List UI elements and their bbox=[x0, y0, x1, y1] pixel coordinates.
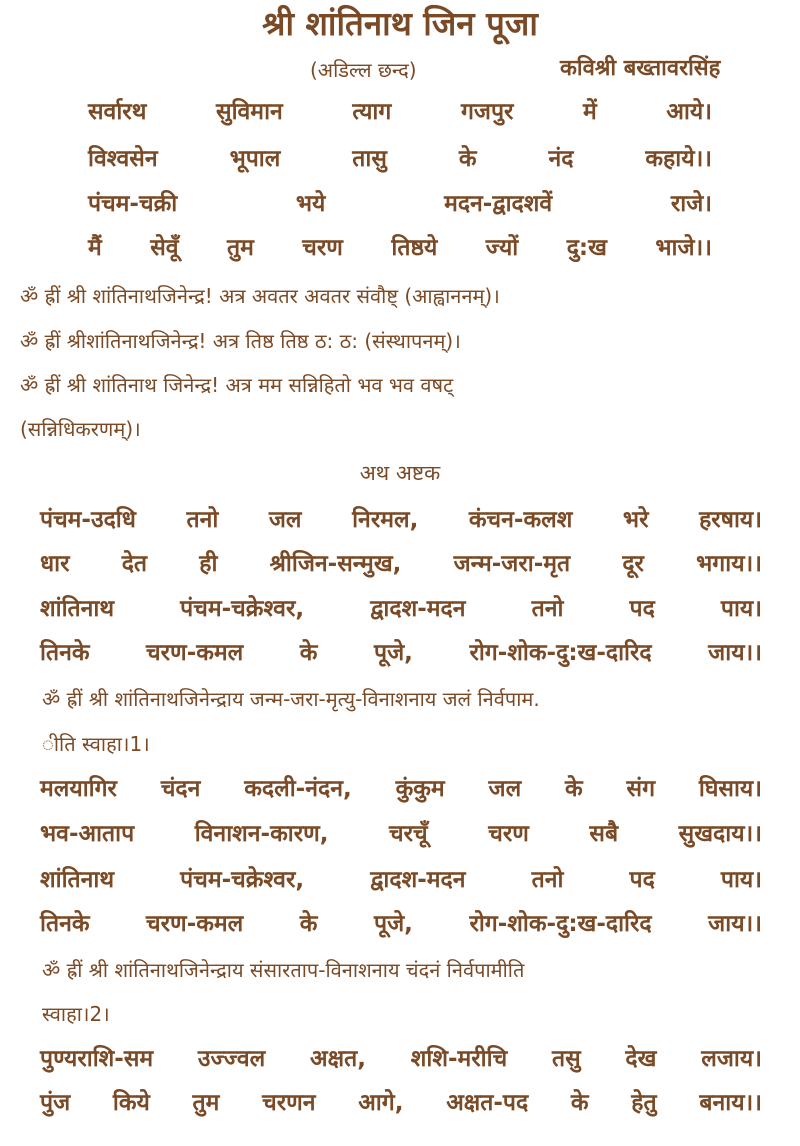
verse-word: पाय। bbox=[720, 596, 762, 622]
stanza2-line-1 bbox=[40, 773, 762, 805]
verse-word: सुविमान bbox=[216, 99, 283, 125]
verse-word: चरण-कमल bbox=[146, 911, 244, 937]
verse-word: दु:ख bbox=[566, 235, 607, 261]
verse-word: श्रीजिन-सन्मुख, bbox=[269, 551, 402, 577]
mantra-sannidhikaran-end: (सन्निधिकरणम्)। bbox=[20, 417, 141, 441]
verse-word: धार bbox=[40, 551, 70, 577]
verse-word: देख bbox=[625, 1046, 657, 1072]
verse-word: चरणन bbox=[262, 1090, 316, 1116]
sthapana-line-2 bbox=[88, 143, 712, 175]
verse-word: में bbox=[583, 99, 597, 125]
verse-word: राजे। bbox=[670, 191, 712, 217]
stanza1-line-1 bbox=[40, 504, 762, 536]
sthapana-line-1 bbox=[88, 96, 712, 128]
verse-word: किये bbox=[112, 1090, 150, 1116]
verse-word: ज्यों bbox=[485, 235, 519, 261]
verse-word: तनो bbox=[186, 507, 219, 533]
stanza3-line-2 bbox=[40, 1087, 762, 1119]
verse-word: तिनके bbox=[40, 911, 90, 937]
verse-word: पुण्यराशि-सम bbox=[40, 1046, 154, 1072]
verse-word: निरमल, bbox=[352, 507, 419, 533]
stanza1-line-4 bbox=[40, 637, 762, 669]
verse-word: उज्ज्वल bbox=[197, 1046, 266, 1072]
verse-word: जन्म-जरा-मृत bbox=[453, 551, 571, 577]
chhand-label: (अडिल्ल छन्द) bbox=[310, 58, 417, 82]
mantra-sthaapan: ॐ ह्रीं श्रीशांतिनाथजिनेन्द्र! अत्र तिष्ठ तिष्ठ ठ: ठ: (संस्थापनम्)। bbox=[20, 329, 461, 353]
verse-word: चरण bbox=[488, 821, 529, 847]
verse-word: तिनके bbox=[40, 640, 90, 666]
verse-word: तुम bbox=[192, 1090, 220, 1116]
verse-word: मलयागिर bbox=[40, 776, 117, 802]
verse-word: तिष्ठये bbox=[391, 235, 438, 261]
verse-word: गजपुर bbox=[460, 99, 514, 125]
verse-word: के bbox=[458, 146, 477, 172]
mantra-sannidhikaran: ॐ ह्रीं श्री शांतिनाथ जिनेन्द्र! अत्र मम सन्निहितो भव भव वषट् bbox=[20, 373, 454, 397]
verse-word: कहाये।। bbox=[645, 146, 712, 172]
mantra-aahvaanan: ॐ ह्रीं श्री शांतिनाथजिनेन्द्र! अत्र अवतर अवतर संवौष्ट् (आह्वाननम्)। bbox=[20, 284, 500, 308]
verse-word: पंचम-चक्रेश्वर, bbox=[180, 867, 305, 893]
verse-word: देत bbox=[121, 551, 148, 577]
verse-word: चरण-कमल bbox=[146, 640, 244, 666]
verse-word: सर्वारथ bbox=[88, 99, 147, 125]
mantra-jal: ॐ ह्रीं श्री शांतिनाथजिनेन्द्राय जन्म-जरा-मृत्यु-विनाशनाय जलं निर्वपाम. bbox=[42, 687, 540, 711]
verse-word: शशि-मरीचि bbox=[410, 1046, 508, 1072]
stanza2-line-4 bbox=[40, 908, 762, 940]
verse-word: घिसाय। bbox=[698, 776, 762, 802]
verse-word: तासु bbox=[352, 146, 387, 172]
verse-word: तनो bbox=[531, 596, 564, 622]
verse-word: सुखदाय।। bbox=[678, 821, 762, 847]
stanza2-line-2 bbox=[40, 818, 762, 850]
verse-word: तनो bbox=[531, 867, 564, 893]
verse-word: त्याग bbox=[352, 99, 392, 125]
verse-word: के bbox=[565, 776, 583, 802]
verse-word: चरचूँ bbox=[389, 821, 428, 847]
verse-word: जल bbox=[268, 507, 302, 533]
verse-word: रोग-शोक-दु:ख-दारिद bbox=[469, 640, 652, 666]
verse-word: आये। bbox=[666, 99, 712, 125]
verse-word: जाय।। bbox=[708, 911, 762, 937]
verse-word: दूर bbox=[622, 551, 644, 577]
verse-word: नंद bbox=[548, 146, 574, 172]
verse-word: पद bbox=[629, 596, 655, 622]
verse-word: भये bbox=[295, 191, 326, 217]
verse-word: पंचम-चक्रेश्वर, bbox=[180, 596, 305, 622]
verse-word: संग bbox=[626, 776, 656, 802]
verse-word: अक्षत, bbox=[310, 1046, 366, 1072]
ashtak-heading: अथ अष्टक bbox=[359, 461, 441, 485]
mantra-chandan-end: स्वाहा।2। bbox=[42, 1002, 110, 1026]
sthapana-line-4 bbox=[88, 232, 712, 264]
verse-word: के bbox=[570, 1090, 589, 1116]
verse-word: जल bbox=[488, 776, 522, 802]
verse-word: पद bbox=[629, 867, 655, 893]
verse-word: बनाय।। bbox=[699, 1090, 762, 1116]
verse-word: सेवूँ bbox=[150, 235, 179, 261]
sthapana-line-3 bbox=[88, 188, 712, 220]
verse-word: पूजे, bbox=[374, 640, 413, 666]
verse-word: के bbox=[299, 911, 318, 937]
verse-word: ही bbox=[199, 551, 218, 577]
verse-word: मदन-द्वादशवें bbox=[444, 191, 553, 217]
verse-word: भाजे।। bbox=[655, 235, 712, 261]
verse-word: पंचम-उदधि bbox=[40, 507, 136, 533]
verse-word: कदली-नंदन, bbox=[244, 776, 352, 802]
verse-word: द्वादश-मदन bbox=[370, 867, 466, 893]
verse-word: लजाय। bbox=[701, 1046, 762, 1072]
verse-word: के bbox=[299, 640, 318, 666]
verse-word: पाय। bbox=[720, 867, 762, 893]
verse-word: पूजे, bbox=[374, 911, 413, 937]
verse-word: हेतु bbox=[631, 1090, 657, 1116]
verse-word: भव-आताप bbox=[40, 821, 135, 847]
verse-word: आगे, bbox=[358, 1090, 404, 1116]
stanza1-line-3 bbox=[40, 593, 762, 625]
verse-word: शांतिनाथ bbox=[40, 596, 115, 622]
verse-word: जाय।। bbox=[708, 640, 762, 666]
mantra-chandan: ॐ ह्रीं श्री शांतिनाथजिनेन्द्राय संसारताप-विनाशनाय चंदनं निर्वपामीति bbox=[42, 958, 525, 982]
page-title: श्री शांतिनाथ जिन पूजा bbox=[262, 4, 538, 43]
verse-word: विनाशन-कारण, bbox=[194, 821, 329, 847]
verse-word: भरे bbox=[622, 507, 649, 533]
verse-word: सबै bbox=[589, 821, 619, 847]
verse-word: विश्वसेन bbox=[88, 146, 158, 172]
verse-word: तसु bbox=[551, 1046, 581, 1072]
verse-word: चरण bbox=[302, 235, 343, 261]
verse-word: द्वादश-मदन bbox=[370, 596, 466, 622]
verse-word: अक्षत-पद bbox=[446, 1090, 529, 1116]
verse-word: शांतिनाथ bbox=[40, 867, 115, 893]
stanza2-line-3 bbox=[40, 864, 762, 896]
verse-word: पंचम-चक्री bbox=[88, 191, 178, 217]
stanza3-line-1 bbox=[40, 1043, 762, 1075]
verse-word: हरषाय। bbox=[699, 507, 762, 533]
verse-word: पुंज bbox=[40, 1090, 71, 1116]
verse-word: कंचन-कलश bbox=[468, 507, 573, 533]
mantra-jal-end: ीति स्वाहा।1। bbox=[42, 732, 150, 756]
poet-name: कविश्री बख्तावरसिंह bbox=[560, 56, 721, 81]
verse-word: भगाय।। bbox=[696, 551, 762, 577]
stanza1-line-2 bbox=[40, 548, 762, 580]
verse-word: मैं bbox=[88, 235, 102, 261]
verse-word: भूपाल bbox=[229, 146, 281, 172]
verse-word: रोग-शोक-दु:ख-दारिद bbox=[469, 911, 652, 937]
verse-word: तुम bbox=[226, 235, 254, 261]
verse-word: चंदन bbox=[160, 776, 201, 802]
verse-word: कुंकुम bbox=[395, 776, 445, 802]
